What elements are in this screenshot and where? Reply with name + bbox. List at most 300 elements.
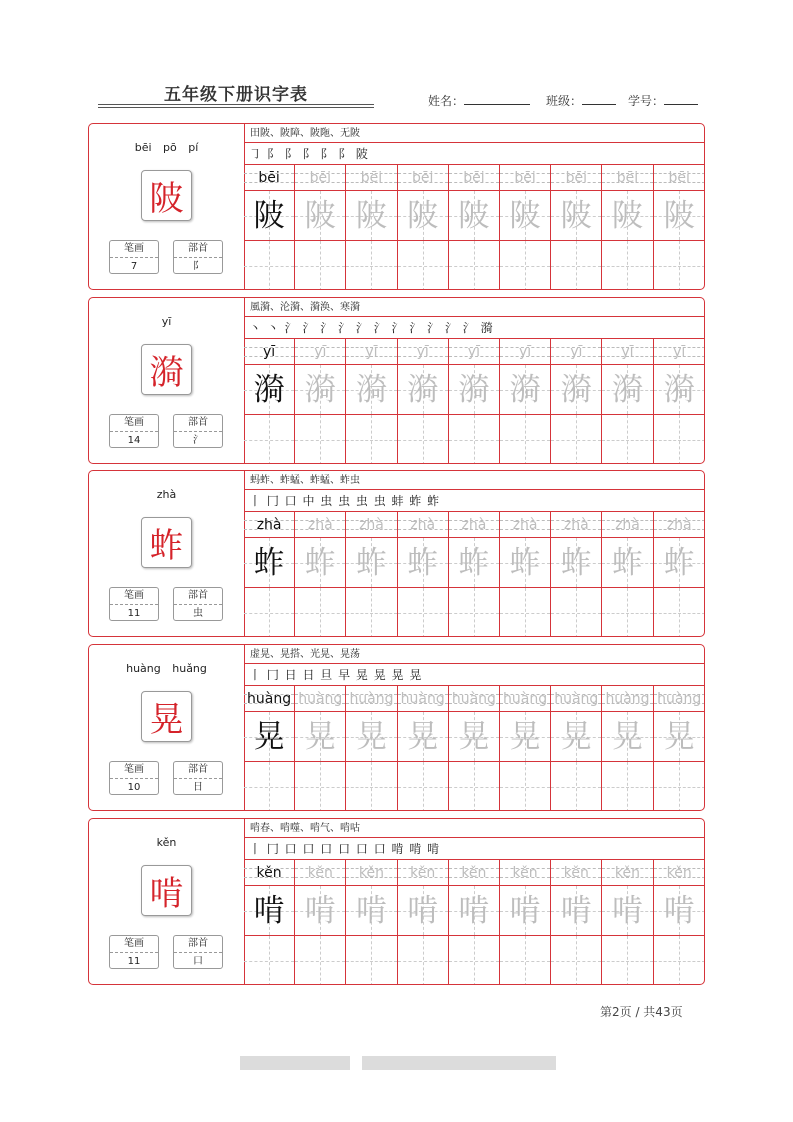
pinyin-cell[interactable] bbox=[244, 686, 294, 712]
pinyin-label: kěn bbox=[156, 836, 177, 849]
practice-column bbox=[346, 339, 397, 464]
stroke-count-value: 14 bbox=[127, 435, 141, 446]
char-trace: 蚱 bbox=[304, 545, 336, 581]
pinyin-cell[interactable] bbox=[602, 512, 652, 538]
blank-cell[interactable] bbox=[244, 415, 294, 464]
pinyin-cell[interactable] bbox=[295, 512, 345, 538]
practice-column bbox=[551, 512, 602, 637]
pinyin-cell[interactable] bbox=[602, 860, 652, 886]
number-field[interactable] bbox=[628, 92, 698, 109]
blank-cell[interactable] bbox=[602, 936, 652, 985]
pinyin-cell[interactable] bbox=[244, 339, 294, 365]
pinyin-cell[interactable] bbox=[398, 165, 448, 191]
pinyin-cell[interactable] bbox=[449, 339, 499, 365]
practice-column bbox=[244, 512, 295, 637]
char-trace: 漪 bbox=[304, 372, 336, 408]
blank-cell[interactable] bbox=[295, 762, 345, 811]
pinyin-trace: huàng bbox=[554, 691, 599, 707]
radical-value: 口 bbox=[193, 956, 203, 967]
stroke-order: 丨 冂 口 口 口 口 口 口 啃 啃 啃 bbox=[244, 838, 705, 860]
page-indicator: 第2页 / 共43页 bbox=[600, 1005, 683, 1019]
radical-box bbox=[173, 935, 223, 969]
radical-label: 部首 bbox=[174, 415, 222, 432]
blank-cell[interactable] bbox=[295, 588, 345, 637]
stroke-count-box bbox=[109, 414, 159, 448]
char-trace: 漪 bbox=[611, 372, 643, 408]
char-cell[interactable] bbox=[346, 886, 396, 936]
blank-cell[interactable] bbox=[346, 241, 396, 290]
pinyin-cell[interactable] bbox=[244, 512, 294, 538]
pinyin-cell[interactable] bbox=[654, 339, 705, 365]
practice-column bbox=[551, 686, 602, 811]
char-cell[interactable] bbox=[244, 712, 294, 762]
char-cell[interactable] bbox=[346, 191, 396, 241]
pinyin-trace: bēi bbox=[616, 170, 639, 186]
blank-cell[interactable] bbox=[295, 415, 345, 464]
pinyin-cell[interactable] bbox=[398, 512, 448, 538]
char-cell[interactable] bbox=[654, 191, 705, 241]
practice-column bbox=[295, 512, 346, 637]
stroke-count-box bbox=[109, 240, 159, 274]
char-trace: 蚱 bbox=[611, 545, 643, 581]
pinyin-cell[interactable] bbox=[551, 165, 601, 191]
main-character: 啃 bbox=[141, 865, 192, 916]
blank-cell[interactable] bbox=[244, 936, 294, 985]
pinyin-trace: kěn bbox=[666, 865, 692, 881]
pinyin-cell[interactable] bbox=[654, 165, 705, 191]
example-words: 蚂蚱、蚱蜢、蚱蜢、蚱虫 bbox=[244, 471, 705, 490]
practice-panel bbox=[244, 298, 705, 463]
char-trace: 晃 bbox=[253, 719, 285, 755]
pinyin-trace: huàng bbox=[247, 691, 292, 707]
char-cell[interactable] bbox=[398, 191, 448, 241]
pinyin-trace: huàng bbox=[605, 691, 650, 707]
pinyin-cell[interactable] bbox=[654, 512, 705, 538]
pinyin-cell[interactable] bbox=[602, 686, 652, 712]
char-cell[interactable] bbox=[295, 538, 345, 588]
pinyin-cell[interactable] bbox=[500, 165, 550, 191]
char-cell[interactable] bbox=[449, 886, 499, 936]
char-trace: 啃 bbox=[663, 893, 695, 929]
char-cell[interactable] bbox=[551, 538, 601, 588]
pinyin-cell[interactable] bbox=[244, 165, 294, 191]
main-character: 陂 bbox=[141, 170, 192, 221]
pinyin-cell[interactable] bbox=[449, 512, 499, 538]
char-trace: 陂 bbox=[611, 198, 643, 234]
pinyin-trace: huàng bbox=[503, 691, 548, 707]
char-trace: 蚱 bbox=[560, 545, 592, 581]
blank-cell[interactable] bbox=[602, 588, 652, 637]
card-info-panel bbox=[89, 298, 245, 463]
char-trace: 啃 bbox=[458, 893, 490, 929]
pinyin-cell[interactable] bbox=[500, 512, 550, 538]
stroke-count-value: 10 bbox=[127, 782, 141, 793]
blank-cell[interactable] bbox=[449, 415, 499, 464]
char-trace: 漪 bbox=[458, 372, 490, 408]
pinyin-trace: kěn bbox=[307, 865, 333, 881]
pinyin-cell[interactable] bbox=[398, 686, 448, 712]
stroke-count-box bbox=[109, 761, 159, 795]
radical-value: 虫 bbox=[193, 608, 203, 619]
character-card bbox=[88, 297, 705, 464]
char-trace: 漪 bbox=[560, 372, 592, 408]
main-character: 蚱 bbox=[141, 517, 192, 568]
example-words: 虚晃、晃搭、光晃、晃荡 bbox=[244, 645, 705, 664]
pinyin-cell[interactable] bbox=[295, 165, 345, 191]
practice-column bbox=[602, 165, 653, 290]
pinyin-cell[interactable] bbox=[551, 512, 601, 538]
blank-cell[interactable] bbox=[449, 762, 499, 811]
char-cell[interactable] bbox=[602, 886, 652, 936]
blurred-watermark bbox=[240, 1056, 350, 1070]
char-trace: 陂 bbox=[355, 198, 387, 234]
pinyin-cell[interactable] bbox=[244, 860, 294, 886]
char-cell[interactable] bbox=[244, 538, 294, 588]
char-cell[interactable] bbox=[602, 538, 652, 588]
char-cell[interactable] bbox=[500, 538, 550, 588]
blank-cell[interactable] bbox=[654, 588, 705, 637]
blank-cell[interactable] bbox=[602, 241, 652, 290]
pinyin-cell[interactable] bbox=[500, 860, 550, 886]
pinyin-trace: yī bbox=[570, 344, 583, 360]
practice-column bbox=[602, 339, 653, 464]
blank-cell[interactable] bbox=[551, 762, 601, 811]
blank-cell[interactable] bbox=[602, 415, 652, 464]
radical-label: 部首 bbox=[174, 762, 222, 779]
practice-column bbox=[654, 339, 705, 464]
pinyin-cell[interactable] bbox=[295, 339, 345, 365]
pinyin-trace: yī bbox=[365, 344, 378, 360]
char-cell[interactable] bbox=[602, 365, 652, 415]
blank-cell[interactable] bbox=[500, 241, 550, 290]
name-field[interactable] bbox=[428, 92, 530, 109]
char-cell[interactable] bbox=[449, 191, 499, 241]
char-cell[interactable] bbox=[295, 365, 345, 415]
blank-cell[interactable] bbox=[346, 936, 396, 985]
practice-column bbox=[602, 860, 653, 985]
character-card bbox=[88, 818, 705, 985]
practice-column bbox=[244, 165, 295, 290]
pinyin-trace: kěn bbox=[512, 865, 538, 881]
char-cell[interactable] bbox=[346, 365, 396, 415]
number-blank[interactable] bbox=[664, 92, 698, 105]
pinyin-cell[interactable] bbox=[500, 339, 550, 365]
pinyin-trace: yī bbox=[673, 344, 686, 360]
practice-column bbox=[602, 686, 653, 811]
char-trace: 晃 bbox=[355, 719, 387, 755]
char-cell[interactable] bbox=[449, 538, 499, 588]
pinyin-cell[interactable] bbox=[398, 860, 448, 886]
radical-box bbox=[173, 240, 223, 274]
practice-column bbox=[551, 165, 602, 290]
char-cell[interactable] bbox=[654, 538, 705, 588]
radical-label: 部首 bbox=[174, 241, 222, 258]
char-cell[interactable] bbox=[551, 712, 601, 762]
practice-column bbox=[654, 860, 705, 985]
pinyin-trace: zhà bbox=[512, 517, 538, 533]
radical-box bbox=[173, 587, 223, 621]
practice-column bbox=[449, 165, 500, 290]
pinyin-trace: bēi bbox=[463, 170, 485, 186]
char-trace: 晃 bbox=[509, 719, 541, 755]
char-cell[interactable] bbox=[398, 365, 448, 415]
pinyin-cell[interactable] bbox=[602, 165, 652, 191]
radical-value: 阝 bbox=[193, 261, 203, 272]
stroke-count-label: 笔画 bbox=[110, 588, 158, 605]
stroke-order: ㇆ 阝 阝 阝 阝 阝 陂 bbox=[244, 143, 705, 165]
char-cell[interactable] bbox=[295, 712, 345, 762]
blank-cell[interactable] bbox=[500, 588, 550, 637]
char-trace: 蚱 bbox=[663, 545, 695, 581]
pinyin-trace: kěn bbox=[563, 865, 589, 881]
blank-cell[interactable] bbox=[295, 241, 345, 290]
char-cell[interactable] bbox=[654, 365, 705, 415]
char-cell[interactable] bbox=[244, 365, 294, 415]
pinyin-trace: bēi bbox=[668, 170, 690, 186]
pinyin-cell[interactable] bbox=[398, 339, 448, 365]
practice-column bbox=[398, 860, 449, 985]
pinyin-label: bēi pō pí bbox=[134, 141, 199, 154]
character-card bbox=[88, 470, 705, 637]
stroke-count-box bbox=[109, 587, 159, 621]
char-trace: 啃 bbox=[560, 893, 592, 929]
char-cell[interactable] bbox=[398, 712, 448, 762]
char-cell[interactable] bbox=[244, 191, 294, 241]
example-words: 田陂、陂障、陂陁、无陂 bbox=[244, 124, 705, 143]
title-underline-2 bbox=[98, 107, 374, 108]
pinyin-trace: yī bbox=[263, 344, 276, 360]
blank-cell[interactable] bbox=[500, 415, 550, 464]
pinyin-cell[interactable] bbox=[500, 686, 550, 712]
example-words: 啃春、啃噬、啃气、啃咕 bbox=[244, 819, 705, 838]
char-cell[interactable] bbox=[602, 191, 652, 241]
char-cell[interactable] bbox=[244, 886, 294, 936]
card-info-panel bbox=[89, 819, 245, 984]
practice-column bbox=[244, 686, 295, 811]
practice-column bbox=[654, 165, 705, 290]
practice-grid bbox=[244, 165, 705, 290]
blank-cell[interactable] bbox=[449, 936, 499, 985]
stroke-count-box bbox=[109, 935, 159, 969]
char-cell[interactable] bbox=[500, 886, 550, 936]
blank-cell[interactable] bbox=[654, 415, 705, 464]
pinyin-trace: bēi bbox=[258, 170, 280, 186]
pinyin-cell[interactable] bbox=[551, 339, 601, 365]
pinyin-cell[interactable] bbox=[449, 165, 499, 191]
blank-cell[interactable] bbox=[500, 936, 550, 985]
pinyin-cell[interactable] bbox=[449, 860, 499, 886]
char-trace: 漪 bbox=[253, 372, 285, 408]
blank-cell[interactable] bbox=[244, 762, 294, 811]
char-cell[interactable] bbox=[500, 365, 550, 415]
char-cell[interactable] bbox=[602, 712, 652, 762]
char-trace: 啃 bbox=[253, 893, 285, 929]
blank-cell[interactable] bbox=[551, 415, 601, 464]
blank-cell[interactable] bbox=[346, 415, 396, 464]
pinyin-cell[interactable] bbox=[346, 860, 396, 886]
char-trace: 陂 bbox=[304, 198, 336, 234]
blank-cell[interactable] bbox=[551, 241, 601, 290]
pinyin-cell[interactable] bbox=[346, 686, 396, 712]
blank-cell[interactable] bbox=[551, 588, 601, 637]
pinyin-trace: yī bbox=[621, 344, 634, 360]
pinyin-trace: kěn bbox=[256, 865, 282, 881]
class-field[interactable] bbox=[546, 92, 616, 109]
pinyin-trace: bēi bbox=[360, 170, 383, 186]
practice-column bbox=[346, 686, 397, 811]
char-cell[interactable] bbox=[551, 886, 601, 936]
stroke-count-label: 笔画 bbox=[110, 936, 158, 953]
char-trace: 蚱 bbox=[253, 545, 285, 581]
char-trace: 晃 bbox=[458, 719, 490, 755]
blank-cell[interactable] bbox=[295, 936, 345, 985]
char-trace: 陂 bbox=[560, 198, 592, 234]
pinyin-label: yī bbox=[161, 315, 172, 328]
class-blank[interactable] bbox=[582, 92, 616, 105]
char-cell[interactable] bbox=[346, 712, 396, 762]
blank-cell[interactable] bbox=[654, 241, 705, 290]
stroke-count-label: 笔画 bbox=[110, 415, 158, 432]
pinyin-cell[interactable] bbox=[654, 860, 705, 886]
char-trace: 晃 bbox=[304, 719, 336, 755]
char-trace: 晃 bbox=[663, 719, 695, 755]
char-trace: 陂 bbox=[407, 198, 439, 234]
char-cell[interactable] bbox=[398, 538, 448, 588]
blank-cell[interactable] bbox=[244, 241, 294, 290]
blank-cell[interactable] bbox=[551, 936, 601, 985]
practice-panel bbox=[244, 819, 705, 984]
practice-column bbox=[295, 686, 346, 811]
blank-cell[interactable] bbox=[346, 588, 396, 637]
title-underline bbox=[98, 104, 374, 105]
practice-grid bbox=[244, 512, 705, 637]
radical-value: 氵 bbox=[193, 435, 203, 446]
pinyin-cell[interactable] bbox=[346, 165, 396, 191]
practice-column bbox=[500, 860, 551, 985]
pinyin-trace: huàng bbox=[400, 691, 445, 707]
name-blank[interactable] bbox=[464, 92, 530, 105]
number-label: 学号： bbox=[628, 94, 665, 108]
pinyin-trace: bēi bbox=[411, 170, 434, 186]
blank-cell[interactable] bbox=[500, 762, 550, 811]
char-trace: 晃 bbox=[407, 719, 439, 755]
practice-column bbox=[295, 165, 346, 290]
practice-column bbox=[398, 512, 449, 637]
blank-cell[interactable] bbox=[398, 415, 448, 464]
char-trace: 啃 bbox=[611, 893, 643, 929]
stroke-count-value: 11 bbox=[127, 956, 141, 967]
pinyin-cell[interactable] bbox=[295, 860, 345, 886]
char-trace: 漪 bbox=[509, 372, 541, 408]
pinyin-cell[interactable] bbox=[551, 686, 601, 712]
blank-cell[interactable] bbox=[398, 936, 448, 985]
practice-column bbox=[551, 339, 602, 464]
pinyin-trace: yī bbox=[467, 344, 480, 360]
blank-cell[interactable] bbox=[654, 936, 705, 985]
blank-cell[interactable] bbox=[398, 241, 448, 290]
practice-column bbox=[244, 339, 295, 464]
character-card bbox=[88, 123, 705, 290]
char-trace: 蚱 bbox=[458, 545, 490, 581]
char-trace: 啃 bbox=[509, 893, 541, 929]
blank-cell[interactable] bbox=[449, 241, 499, 290]
pinyin-trace: zhà bbox=[615, 517, 640, 533]
char-cell[interactable] bbox=[398, 886, 448, 936]
pinyin-trace: huàng bbox=[349, 691, 394, 707]
char-cell[interactable] bbox=[500, 712, 550, 762]
pinyin-trace: zhà bbox=[307, 517, 333, 533]
pinyin-trace: kěn bbox=[358, 865, 385, 881]
blank-cell[interactable] bbox=[398, 588, 448, 637]
practice-column bbox=[500, 165, 551, 290]
practice-column bbox=[398, 165, 449, 290]
blurred-watermark-2 bbox=[362, 1056, 556, 1070]
radical-box bbox=[173, 761, 223, 795]
page-title: 五年级下册识字表 bbox=[164, 85, 308, 105]
pinyin-trace: zhà bbox=[666, 517, 692, 533]
pinyin-trace: huàng bbox=[451, 691, 496, 707]
char-cell[interactable] bbox=[654, 886, 705, 936]
card-info-panel bbox=[89, 645, 245, 810]
char-cell[interactable] bbox=[551, 191, 601, 241]
char-cell[interactable] bbox=[295, 191, 345, 241]
char-trace: 漪 bbox=[355, 372, 387, 408]
pinyin-cell[interactable] bbox=[551, 860, 601, 886]
char-cell[interactable] bbox=[346, 538, 396, 588]
char-cell[interactable] bbox=[500, 191, 550, 241]
pinyin-trace: yī bbox=[314, 344, 327, 360]
blank-cell[interactable] bbox=[602, 762, 652, 811]
practice-column bbox=[346, 860, 397, 985]
pinyin-cell[interactable] bbox=[295, 686, 345, 712]
blank-cell[interactable] bbox=[654, 762, 705, 811]
example-words: 風漪、沦漪、漪涣、寒漪 bbox=[244, 298, 705, 317]
pinyin-cell[interactable] bbox=[449, 686, 499, 712]
pinyin-trace: huàng bbox=[298, 691, 343, 707]
char-trace: 啃 bbox=[355, 893, 387, 929]
stroke-count-value: 7 bbox=[130, 261, 138, 272]
stroke-order: 丨 冂 日 日 旦 早 晃 晃 晃 晃 bbox=[244, 664, 705, 686]
pinyin-cell[interactable] bbox=[602, 339, 652, 365]
char-cell[interactable] bbox=[449, 712, 499, 762]
practice-column bbox=[654, 686, 705, 811]
blank-cell[interactable] bbox=[346, 762, 396, 811]
practice-column bbox=[500, 686, 551, 811]
char-trace: 陂 bbox=[509, 198, 541, 234]
practice-column bbox=[346, 512, 397, 637]
char-trace: 陂 bbox=[458, 198, 490, 234]
practice-column bbox=[346, 165, 397, 290]
char-cell[interactable] bbox=[295, 886, 345, 936]
pinyin-trace: huàng bbox=[657, 691, 702, 707]
blank-cell[interactable] bbox=[449, 588, 499, 637]
pinyin-cell[interactable] bbox=[654, 686, 705, 712]
char-cell[interactable] bbox=[654, 712, 705, 762]
char-cell[interactable] bbox=[449, 365, 499, 415]
pinyin-label: zhà bbox=[156, 488, 177, 501]
pinyin-cell[interactable] bbox=[346, 339, 396, 365]
blank-cell[interactable] bbox=[244, 588, 294, 637]
practice-panel bbox=[244, 124, 705, 289]
pinyin-cell[interactable] bbox=[346, 512, 396, 538]
char-trace: 晃 bbox=[560, 719, 592, 755]
char-trace: 漪 bbox=[407, 372, 439, 408]
main-character: 漪 bbox=[141, 344, 192, 395]
practice-column bbox=[295, 860, 346, 985]
char-cell[interactable] bbox=[551, 365, 601, 415]
char-trace: 漪 bbox=[663, 372, 695, 408]
blank-cell[interactable] bbox=[398, 762, 448, 811]
